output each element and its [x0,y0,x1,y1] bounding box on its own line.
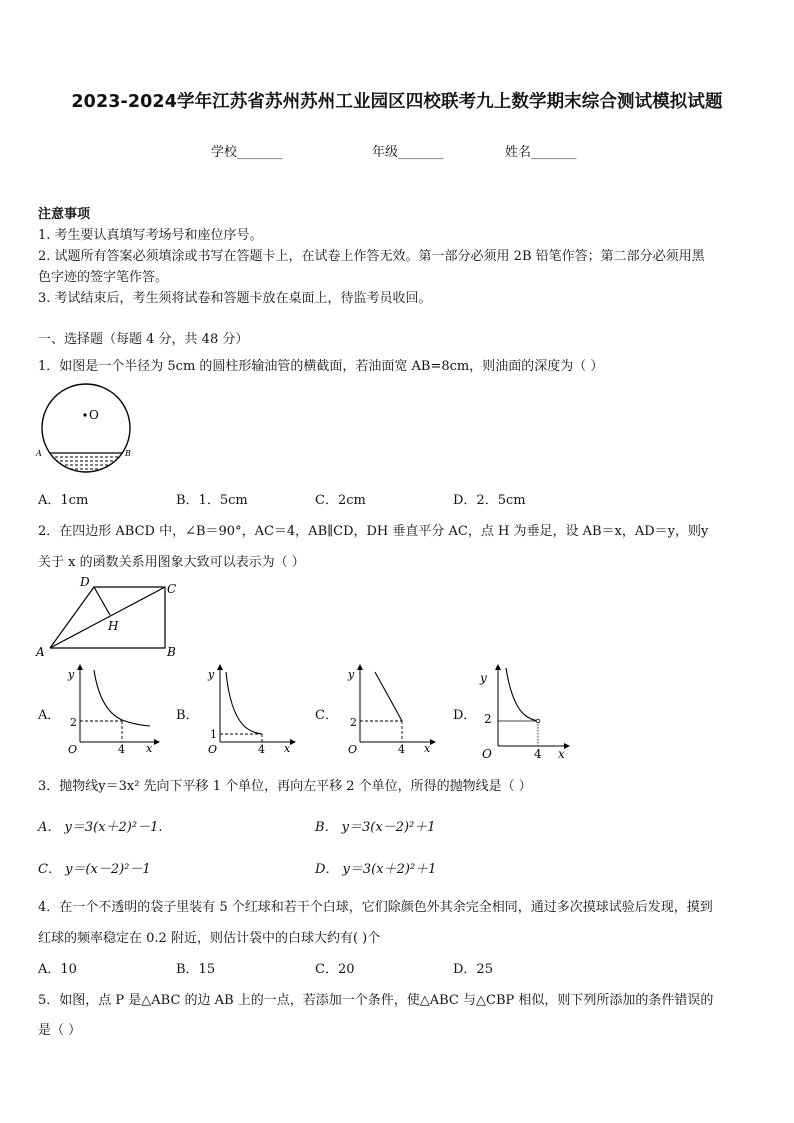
tick-2: 2 [484,712,492,726]
q2-option-b: B． [176,708,199,723]
q4-option-b: B．15 [176,962,216,977]
label-A: A [36,645,45,659]
q1-option-a: A．1cm [38,493,89,508]
label-C: C [167,582,177,596]
question-2-line2: 关于 x 的函数关系用图象大致可以表示为（ ） [38,555,305,570]
origin: O [208,743,218,756]
q1-option-d: D．2．5cm [453,493,526,508]
tick-4: 4 [398,743,405,756]
graph-b [200,662,300,756]
graph-c [340,662,440,756]
notice-item: 色字迹的签字笔作答。 [38,270,169,285]
axis-x: x [424,742,431,755]
q3-option-b: B． y＝3(x－2)²＋1 [315,820,436,835]
tick-4: 4 [258,743,265,756]
pipe-cross-section-figure [34,382,140,478]
graph-a [60,662,160,756]
notice-item: 2. 试题所有答案必须填涂或书写在答题卡上，在试卷上作答无效。第一部分必须用 2B 铅笔作答；第二部分必须用黑 [38,249,705,264]
tick-4: 4 [118,743,125,756]
question-4-line2: 红球的频率稳定在 0.2 附近，则估计袋中的白球大约有( )个 [38,931,381,946]
question-4-line1: 4．在一个不透明的袋子里装有 5 个红球和若干个白球，它们除颜色外其余完全相同，通过多次摸球试验后发现，摸到 [38,900,713,915]
question-3-text: 3．抛物线y＝3x² 先向下平移 1 个单位，再向左平移 2 个单位，所得的抛物线是（ ） [38,779,532,794]
origin: O [348,743,358,756]
q2-option-d: D． [453,708,477,723]
axis-x: x [284,742,291,755]
axis-x: x [146,742,153,755]
q4-option-c: C．20 [315,962,355,977]
notice-heading: 注意事项 [38,207,91,222]
q3-option-a: A． y＝3(x＋2)²－1. [38,820,163,835]
quadrilateral-figure [34,574,184,660]
q4-option-a: A．10 [38,962,77,977]
origin: O [482,747,492,760]
question-5-line1: 5．如图，点 P 是△ABC 的边 AB 上的一点，若添加一个条件，使△ABC 与△CBP 相似，则下列所添加的条件错误的 [38,993,714,1008]
tick-1: 1 [210,728,217,741]
tick-4: 4 [534,747,542,760]
tick-2: 2 [350,716,357,729]
label-B: B [167,645,176,659]
q3-option-c: C． y＝(x－2)²－1 [38,862,151,877]
section-heading: 一、选择题（每题 4 分，共 48 分） [38,332,249,347]
notice-item: 1. 考生要认真填写考场号和座位序号。 [38,228,263,243]
label-H: H [108,619,119,633]
axis-y: y [480,671,487,685]
name-field: 姓名_______ [505,145,577,160]
axis-y: y [208,668,215,681]
q4-option-d: D．25 [453,962,493,977]
label-O: O [89,408,99,422]
axis-x: x [558,747,565,760]
axis-y: y [348,668,355,681]
axis-y: y [68,668,75,681]
question-5-line2: 是（ ） [38,1023,82,1038]
question-1-text: 1．如图是一个半径为 5cm 的圆柱形输油管的横截面，若油面宽 AB=8cm，则油面的深度为（ ） [38,359,604,374]
q1-option-c: C．2cm [315,493,366,508]
grade-field: 年级_______ [372,145,444,160]
q2-option-a: A． [38,708,61,723]
label-B: B [125,449,131,458]
origin: O [68,743,78,756]
label-D: D [80,575,90,589]
q2-option-c: C． [315,708,338,723]
graph-d [476,662,576,760]
question-2-line1: 2．在四边形 ABCD 中，∠B＝90°，AC＝4，AB∥CD，DH 垂直平分 AC，点 H 为垂足，设 AB＝x，AD＝y，则y [38,524,709,539]
notice-item: 3. 考试结束后，考生须将试卷和答题卡放在桌面上，待监考员收回。 [38,291,432,306]
page-title: 2023-2024学年江苏省苏州苏州工业园区四校联考九上数学期末综合测试模拟试题 [71,92,723,112]
tick-2: 2 [70,716,77,729]
q3-option-d: D． y＝3(x＋2)²＋1 [315,862,437,877]
q1-option-b: B．1．5cm [176,493,248,508]
label-A: A [36,449,42,458]
school-field: 学校_______ [211,145,283,160]
